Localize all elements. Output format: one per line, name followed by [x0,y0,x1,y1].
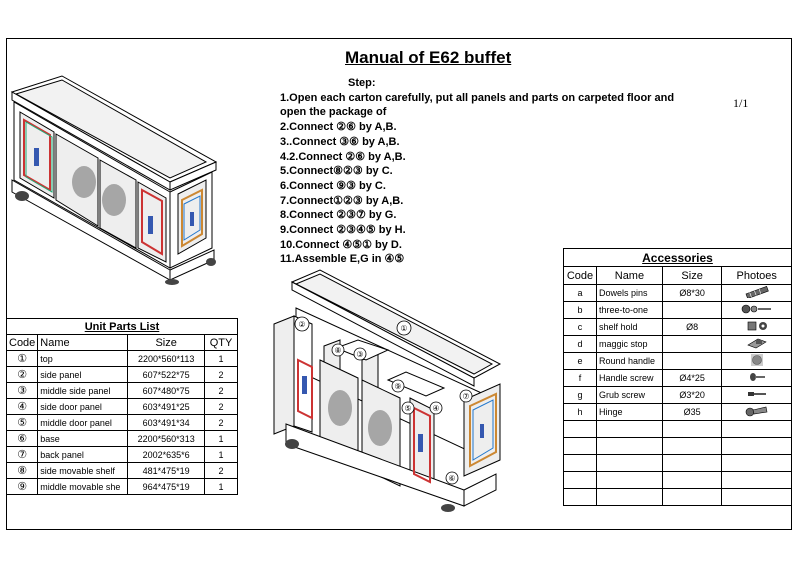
step-line: 1.Open each carton carefully, put all panels and parts on carpeted floor and [280,91,675,104]
step-line: 6.Connect ⑨③ by C. [280,179,386,192]
part-label-2: ② [298,320,306,329]
step-line: 9.Connect ②③④⑤ by H. [280,224,406,237]
part-name: back panel [38,447,128,463]
buffet-exploded-drawing [268,268,504,520]
table-row [564,421,792,438]
column-header: Photoes [722,267,792,285]
accessory-name: maggic stop [596,336,662,353]
column-header: Size [128,335,205,351]
page-title: Manual of E62 buffet [345,48,512,67]
accessories-table [563,248,792,506]
accessory-size [662,353,722,370]
table-row [564,319,792,336]
table-row [7,383,238,399]
step-line: 11.Assemble E,G in ④⑤ [280,253,405,266]
part-size: 603*491*34 [128,415,205,431]
part-name: middle side panel [38,383,128,399]
part-qty: 2 [205,415,238,431]
step-line: 10.Connect ④⑤① by D. [280,238,402,251]
accessory-name: Grub screw [596,387,662,404]
step-line: 7.Connect①②③ by A,B. [280,194,404,207]
part-code: ⑦ [7,447,38,463]
part-label-1: ① [400,324,408,333]
part-code: ⑥ [7,431,38,447]
part-qty: 2 [205,463,238,479]
part-label-9: ⑨ [394,382,402,391]
part-size: 2002*635*6 [128,447,205,463]
accessory-name: Dowels pins [596,285,662,302]
column-header: Code [564,267,597,285]
accessory-size: Ø8 [662,319,722,336]
column-header: Size [662,267,722,285]
cam-connector-icon [740,303,774,315]
handle-screw-icon [742,370,772,384]
part-label-8: ⑧ [334,346,342,355]
accessory-size [662,336,722,353]
part-code: ② [7,367,38,383]
accessory-name: three-to-one [596,302,662,319]
table-row [564,472,792,489]
step-line: open the package of [280,106,387,119]
part-qty: 1 [205,447,238,463]
table-row [7,479,238,495]
table-row [7,415,238,431]
table-row [564,285,792,302]
part-size: 607*480*75 [128,383,205,399]
part-qty: 1 [205,351,238,367]
table-row [564,438,792,455]
part-label-6: ⑥ [448,474,456,483]
table-row [564,302,792,319]
part-size: 607*522*75 [128,367,205,383]
unit-parts-table [6,318,238,495]
part-label-3: ③ [356,350,364,359]
accessory-size: Ø8*30 [662,285,722,302]
steps-header: Step: [348,77,376,89]
part-code: ① [7,351,38,367]
accessory-size: Ø4*25 [662,370,722,387]
accessory-size: Ø3*20 [662,387,722,404]
part-size: 2200*560*113 [128,351,205,367]
accessory-code: f [564,370,597,387]
part-code: ④ [7,399,38,415]
shelf-hold-icon [742,320,772,332]
step-line: 4.2.Connect ②⑥ by A,B. [280,150,406,163]
part-code: ⑨ [7,479,38,495]
part-name: side door panel [38,399,128,415]
hinge-icon [742,404,772,418]
part-name: middle movable she [38,479,128,495]
column-header: Code [7,335,38,351]
part-name: side movable shelf [38,463,128,479]
part-label-4: ④ [432,404,440,413]
part-label-7: ⑦ [462,392,470,401]
table-row [564,387,792,404]
accessory-name: Handle screw [596,370,662,387]
assembly-steps [280,76,680,267]
step-line: 5.Connect⑧②③ by C. [280,165,393,178]
part-name: middle door panel [38,415,128,431]
column-header: Name [596,267,662,285]
table-row [564,336,792,353]
part-size: 964*475*19 [128,479,205,495]
part-name: side panel [38,367,128,383]
column-header: Name [38,335,128,351]
part-qty: 1 [205,479,238,495]
part-label-5: ⑤ [404,404,412,413]
accessory-size [662,302,722,319]
table-row [564,455,792,472]
table-row [564,353,792,370]
part-code: ③ [7,383,38,399]
column-header: QTY [205,335,238,351]
part-size: 2200*560*313 [128,431,205,447]
table-row [564,489,792,506]
accessory-code: b [564,302,597,319]
part-qty: 2 [205,367,238,383]
round-handle-icon [742,353,772,367]
page-number: 1/1 [733,96,749,110]
accessory-name: Round handle [596,353,662,370]
step-line: 2.Connect ②⑥ by A,B. [280,121,397,134]
accessory-name: shelf hold [596,319,662,336]
part-name: top [38,351,128,367]
grub-screw-icon [742,388,772,400]
part-qty: 2 [205,383,238,399]
table-row [7,367,238,383]
accessory-code: a [564,285,597,302]
part-code: ⑧ [7,463,38,479]
accessory-code: e [564,353,597,370]
part-code: ⑤ [7,415,38,431]
accessory-code: c [564,319,597,336]
dowel-pin-icon [742,286,772,298]
table-row [564,404,792,421]
part-size: 481*475*19 [128,463,205,479]
unit-parts-caption: Unit Parts List [7,319,238,335]
accessory-code: d [564,336,597,353]
part-size: 603*491*25 [128,399,205,415]
buffet-assembled-drawing [6,70,218,285]
table-row [7,351,238,367]
step-line: 8.Connect ②③⑦ by G. [280,209,397,222]
accessory-code: g [564,387,597,404]
part-qty: 1 [205,431,238,447]
step-line: 3..Connect ③⑥ by A,B. [280,135,400,148]
table-row [564,370,792,387]
magic-stop-icon [742,336,772,350]
part-qty: 2 [205,399,238,415]
part-name: base [38,431,128,447]
table-row [7,447,238,463]
table-row [7,399,238,415]
accessory-name: Hinge [596,404,662,421]
accessory-size: Ø35 [662,404,722,421]
accessory-code: h [564,404,597,421]
accessories-caption: Accessories [564,249,792,267]
table-row [7,463,238,479]
table-row [7,431,238,447]
